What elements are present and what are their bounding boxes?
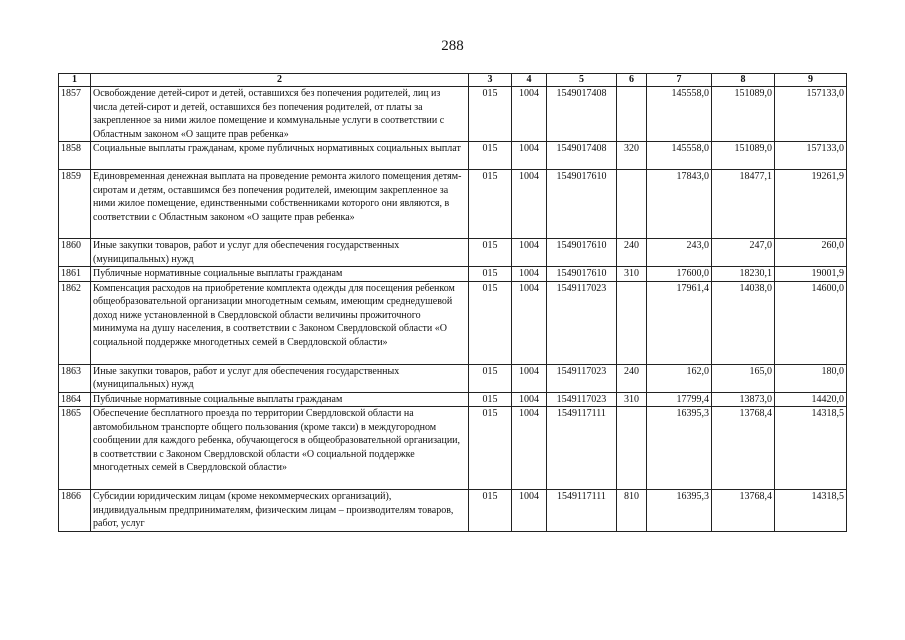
amount-col-9: 180,0 — [775, 364, 847, 392]
ministry-code: 015 — [469, 170, 512, 239]
budget-table — [58, 73, 847, 532]
section-code: 1004 — [512, 170, 547, 239]
row-number: 1863 — [59, 364, 91, 392]
section-code: 1004 — [512, 87, 547, 142]
table-row — [59, 170, 847, 239]
amount-col-7: 17600,0 — [647, 267, 712, 282]
amount-col-7: 243,0 — [647, 239, 712, 267]
amount-col-7: 17843,0 — [647, 170, 712, 239]
row-description: Публичные нормативные социальные выплаты гражданам — [91, 267, 469, 282]
amount-col-8: 13768,4 — [712, 407, 775, 490]
row-number: 1857 — [59, 87, 91, 142]
row-description: Освобождение детей-сирот и детей, оставшихся без попечения родителей, лиц из числа детей-сирот и детей, оставшихся без попечения родителей, от платы за закрепленное за ними жилое помещение и коммунальные услуги в соответствии с Областным законом «О защите прав ребенка» — [91, 87, 469, 142]
expense-type-code: 240 — [617, 364, 647, 392]
ministry-code: 015 — [469, 407, 512, 490]
amount-col-7: 145558,0 — [647, 87, 712, 142]
amount-col-9: 14318,5 — [775, 407, 847, 490]
target-article-code: 1549017408 — [547, 142, 617, 170]
row-number: 1862 — [59, 281, 91, 364]
expense-type-code: 310 — [617, 392, 647, 407]
amount-col-7: 162,0 — [647, 364, 712, 392]
amount-col-9: 14420,0 — [775, 392, 847, 407]
row-description: Обеспечение бесплатного проезда по территории Свердловской области на автомобильном транспорте общего пользования (кроме такси) в междугородном сообщении для каждого ребенка, обучающегося в общеобразовательной организации, в соответствии с Законом Свердловской области «О социальной поддержке многодетных семей в Свердловской области» — [91, 407, 469, 490]
expense-type-code: 310 — [617, 267, 647, 282]
row-number: 1858 — [59, 142, 91, 170]
table-row — [59, 490, 847, 532]
amount-col-7: 17961,4 — [647, 281, 712, 364]
header-cell-3: 3 — [469, 74, 512, 87]
amount-col-8: 151089,0 — [712, 142, 775, 170]
header-cell-2: 2 — [91, 74, 469, 87]
target-article-code: 1549117023 — [547, 392, 617, 407]
ministry-code: 015 — [469, 281, 512, 364]
expense-type-code: 240 — [617, 239, 647, 267]
expense-type-code — [617, 281, 647, 364]
row-description: Иные закупки товаров, работ и услуг для обеспечения государственных (муниципальных) нужд — [91, 364, 469, 392]
header-cell-4: 4 — [512, 74, 547, 87]
target-article-code: 1549017610 — [547, 170, 617, 239]
ministry-code: 015 — [469, 392, 512, 407]
row-description: Публичные нормативные социальные выплаты гражданам — [91, 392, 469, 407]
amount-col-9: 157133,0 — [775, 142, 847, 170]
amount-col-8: 13873,0 — [712, 392, 775, 407]
section-code: 1004 — [512, 142, 547, 170]
section-code: 1004 — [512, 407, 547, 490]
ministry-code: 015 — [469, 267, 512, 282]
ministry-code: 015 — [469, 490, 512, 532]
section-code: 1004 — [512, 267, 547, 282]
ministry-code: 015 — [469, 364, 512, 392]
table-row — [59, 239, 847, 267]
header-cell-1: 1 — [59, 74, 91, 87]
ministry-code: 015 — [469, 142, 512, 170]
amount-col-9: 19001,9 — [775, 267, 847, 282]
row-number: 1864 — [59, 392, 91, 407]
ministry-code: 015 — [469, 87, 512, 142]
section-code: 1004 — [512, 239, 547, 267]
header-row — [59, 74, 847, 87]
row-number: 1860 — [59, 239, 91, 267]
target-article-code: 1549017610 — [547, 267, 617, 282]
page-number: 288 — [441, 38, 464, 54]
amount-col-8: 247,0 — [712, 239, 775, 267]
target-article-code: 1549017408 — [547, 87, 617, 142]
target-article-code: 1549117023 — [547, 364, 617, 392]
amount-col-9: 19261,9 — [775, 170, 847, 239]
table-row — [59, 87, 847, 142]
expense-type-code — [617, 170, 647, 239]
section-code: 1004 — [512, 364, 547, 392]
target-article-code: 1549117111 — [547, 490, 617, 532]
table-row — [59, 392, 847, 407]
row-description: Компенсация расходов на приобретение комплекта одежды для посещения ребенком общеобразовательной организации многодетным семьям, имеющим среднедушевой доход ниже установленной в Свердловской области величины прожиточного минимума на душу населения, в соответствии с Законом Свердловской области «О социальной поддержке многодетных семей в Свердловской области» — [91, 281, 469, 364]
target-article-code: 1549017610 — [547, 239, 617, 267]
row-description: Единовременная денежная выплата на проведение ремонта жилого помещения детям-сиротам и детям, оставшимся без попечения родителей, имеющим закрепленное за ними жилое помещение, единственными собственниками которого они являются, в соответствии с Областным законом «О защите прав ребенка» — [91, 170, 469, 239]
header-cell-5: 5 — [547, 74, 617, 87]
amount-col-7: 16395,3 — [647, 490, 712, 532]
table-row — [59, 267, 847, 282]
amount-col-9: 260,0 — [775, 239, 847, 267]
amount-col-8: 18477,1 — [712, 170, 775, 239]
table-row — [59, 407, 847, 490]
row-description: Иные закупки товаров, работ и услуг для обеспечения государственных (муниципальных) нужд — [91, 239, 469, 267]
amount-col-8: 151089,0 — [712, 87, 775, 142]
header-cell-7: 7 — [647, 74, 712, 87]
table-row — [59, 142, 847, 170]
section-code: 1004 — [512, 490, 547, 532]
row-number: 1861 — [59, 267, 91, 282]
row-number: 1865 — [59, 407, 91, 490]
amount-col-9: 14318,5 — [775, 490, 847, 532]
amount-col-8: 14038,0 — [712, 281, 775, 364]
table-row — [59, 364, 847, 392]
expense-type-code: 810 — [617, 490, 647, 532]
target-article-code: 1549117023 — [547, 281, 617, 364]
header-cell-6: 6 — [617, 74, 647, 87]
expense-type-code: 320 — [617, 142, 647, 170]
section-code: 1004 — [512, 281, 547, 364]
amount-col-7: 17799,4 — [647, 392, 712, 407]
table-row — [59, 281, 847, 364]
amount-col-7: 16395,3 — [647, 407, 712, 490]
amount-col-8: 13768,4 — [712, 490, 775, 532]
header-cell-9: 9 — [775, 74, 847, 87]
amount-col-8: 165,0 — [712, 364, 775, 392]
row-description: Социальные выплаты гражданам, кроме публичных нормативных социальных выплат — [91, 142, 469, 170]
row-number: 1866 — [59, 490, 91, 532]
row-description: Субсидии юридическим лицам (кроме некоммерческих организаций), индивидуальным предпринимателям, физическим лицам – производителям товаров, работ, услуг — [91, 490, 469, 532]
expense-type-code — [617, 87, 647, 142]
expense-type-code — [617, 407, 647, 490]
amount-col-7: 145558,0 — [647, 142, 712, 170]
section-code: 1004 — [512, 392, 547, 407]
row-number: 1859 — [59, 170, 91, 239]
target-article-code: 1549117111 — [547, 407, 617, 490]
amount-col-8: 18230,1 — [712, 267, 775, 282]
header-cell-8: 8 — [712, 74, 775, 87]
ministry-code: 015 — [469, 239, 512, 267]
amount-col-9: 14600,0 — [775, 281, 847, 364]
amount-col-9: 157133,0 — [775, 87, 847, 142]
